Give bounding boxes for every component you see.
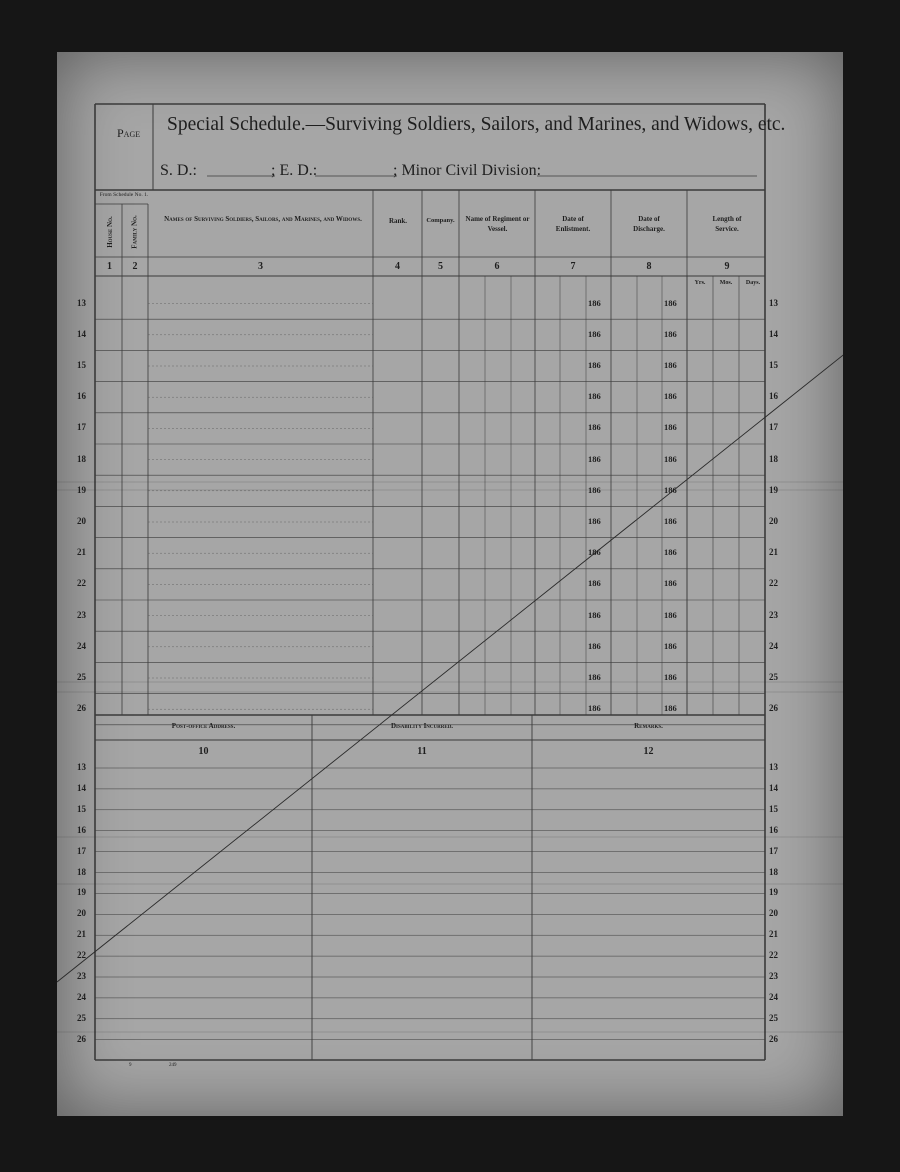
schedule-sheet <box>57 52 843 1116</box>
discharge-year-prefix: 186 <box>664 328 677 339</box>
row-number-left: 20 <box>77 908 86 919</box>
enlistment-year-prefix: 186 <box>588 391 601 402</box>
row-number-left: 14 <box>77 328 86 339</box>
discharge-year-prefix: 186 <box>664 672 677 682</box>
col-header-regiment: Name of Regiment or Vessel. <box>465 215 530 233</box>
col-header-family-no: Family No. <box>131 215 140 249</box>
subcol-days: Days. <box>745 280 761 286</box>
col-header-enlistment: Date of Enlistment. <box>555 215 591 233</box>
row-number-right: 19 <box>769 484 778 495</box>
row-number-right: 16 <box>769 391 778 402</box>
col-header-disability: Disability Incurred. <box>390 722 454 730</box>
enlistment-year-prefix: 186 <box>588 297 601 308</box>
row-number-left: 25 <box>77 1012 86 1023</box>
discharge-year-prefix: 186 <box>664 703 677 714</box>
col-num-4: 4 <box>395 261 400 272</box>
row-number-right: 26 <box>769 703 778 714</box>
col-header-names: Names of Surviving Soldiers, Sailors, and Marines, and Widows. <box>164 215 362 223</box>
row-number-right: 21 <box>769 929 778 940</box>
imprint-right: 249 <box>169 1063 177 1068</box>
col-num-11: 11 <box>417 746 427 757</box>
col-num-10: 10 <box>198 746 209 757</box>
discharge-year-prefix: 186 <box>664 516 677 526</box>
row-number-right: 20 <box>769 908 778 919</box>
enlistment-year-prefix: 186 <box>588 328 601 339</box>
discharge-year-prefix: 186 <box>664 484 677 495</box>
sd-label: S. D.: <box>160 162 197 179</box>
page-label: Page <box>117 126 141 140</box>
row-number-right: 25 <box>769 1012 778 1023</box>
row-number-left: 23 <box>77 609 86 620</box>
col-num-8: 8 <box>646 261 652 272</box>
enlistment-year-prefix: 186 <box>588 453 601 464</box>
row-number-left: 18 <box>77 453 86 464</box>
form-title: Special Schedule.—Surviving Soldiers, Sailors, and Marines, and Widows, etc. <box>167 114 786 135</box>
row-number-left: 21 <box>77 929 86 940</box>
discharge-year-prefix: 186 <box>664 453 677 464</box>
row-number-right: 13 <box>769 297 778 308</box>
row-number-left: 16 <box>77 824 86 835</box>
imprint-left: 9 <box>129 1063 132 1068</box>
from-schedule-label: From Schedule No. 1. <box>99 192 149 198</box>
enlistment-year-prefix: 186 <box>588 672 601 682</box>
row-number-right: 17 <box>769 422 778 433</box>
subcol-months: Mos. <box>719 280 733 286</box>
row-number-right: 14 <box>769 782 778 793</box>
discharge-year-prefix: 186 <box>664 640 677 651</box>
row-number-left: 23 <box>77 971 86 981</box>
row-number-right: 13 <box>769 762 778 772</box>
row-number-left: 19 <box>77 484 86 495</box>
row-number-left: 26 <box>77 1033 86 1044</box>
row-number-left: 25 <box>77 672 86 682</box>
discharge-year-prefix: 186 <box>664 360 677 370</box>
col-header-rank: Rank. <box>388 217 408 225</box>
discharge-year-prefix: 186 <box>664 422 677 433</box>
row-number-left: 19 <box>77 887 86 898</box>
row-number-right: 19 <box>769 887 778 898</box>
row-number-right: 25 <box>769 672 778 682</box>
enlistment-year-prefix: 186 <box>588 640 601 651</box>
row-number-right: 20 <box>769 516 778 526</box>
row-number-left: 20 <box>77 516 86 526</box>
row-number-right: 24 <box>769 991 778 1002</box>
enlistment-year-prefix: 186 <box>588 516 601 526</box>
row-number-left: 26 <box>77 703 86 714</box>
row-number-left: 15 <box>77 360 86 370</box>
col-num-2: 2 <box>132 261 138 272</box>
row-number-left: 21 <box>77 547 86 558</box>
row-number-right: 26 <box>769 1033 778 1044</box>
col-header-discharge: Date of Discharge. <box>633 215 665 233</box>
enlistment-year-prefix: 186 <box>588 360 601 370</box>
discharge-year-prefix: 186 <box>664 547 677 558</box>
discharge-year-prefix: 186 <box>664 391 677 402</box>
col-num-12: 12 <box>643 746 654 757</box>
enlistment-year-prefix: 186 <box>588 422 601 433</box>
row-number-right: 16 <box>769 824 778 835</box>
row-number-left: 15 <box>77 803 86 814</box>
mcd-label: ; Minor Civil Division: <box>393 162 542 179</box>
row-number-left: 22 <box>77 950 86 961</box>
row-number-left: 24 <box>77 640 86 651</box>
row-number-left: 13 <box>77 762 86 772</box>
col-header-post-office-address: Post-office Address. <box>171 722 236 730</box>
row-number-left: 13 <box>77 297 86 308</box>
row-number-right: 17 <box>769 845 778 856</box>
row-number-right: 23 <box>769 971 778 981</box>
row-number-left: 17 <box>77 422 86 433</box>
row-number-right: 15 <box>769 803 778 814</box>
row-number-left: 24 <box>77 991 86 1002</box>
col-num-1: 1 <box>107 261 112 272</box>
discharge-year-prefix: 186 <box>664 578 677 589</box>
row-number-right: 15 <box>769 360 778 370</box>
row-number-right: 14 <box>769 328 778 339</box>
col-num-5: 5 <box>438 261 443 272</box>
col-header-house-no: House No. <box>105 216 114 248</box>
row-number-left: 22 <box>77 578 86 589</box>
col-num-7: 7 <box>570 261 576 272</box>
row-number-right: 23 <box>769 609 778 620</box>
col-num-3: 3 <box>258 261 263 272</box>
row-number-left: 16 <box>77 391 86 402</box>
row-number-right: 21 <box>769 547 778 558</box>
col-header-length-of-service: Length of Service. <box>712 215 742 233</box>
row-number-right: 18 <box>769 453 778 464</box>
row-number-right: 24 <box>769 640 778 651</box>
row-number-right: 22 <box>769 578 778 589</box>
col-header-company: Company. <box>426 217 455 224</box>
col-header-remarks: Remarks. <box>634 722 663 730</box>
col-num-6: 6 <box>494 261 500 272</box>
row-number-left: 18 <box>77 866 86 877</box>
form-grid-lines <box>57 52 843 1116</box>
row-number-right: 22 <box>769 950 778 961</box>
enlistment-year-prefix: 186 <box>588 578 601 589</box>
row-number-right: 18 <box>769 866 778 877</box>
row-number-left: 17 <box>77 845 86 856</box>
discharge-year-prefix: 186 <box>664 609 677 620</box>
discharge-year-prefix: 186 <box>664 297 677 308</box>
enlistment-year-prefix: 186 <box>588 547 601 558</box>
ed-label: ; E. D.: <box>271 162 318 179</box>
enlistment-year-prefix: 186 <box>588 703 601 714</box>
col-num-9: 9 <box>724 261 730 272</box>
row-number-left: 14 <box>77 782 86 793</box>
subcol-years: Yrs. <box>694 280 706 286</box>
enlistment-year-prefix: 186 <box>588 484 601 495</box>
enlistment-year-prefix: 186 <box>588 609 601 620</box>
